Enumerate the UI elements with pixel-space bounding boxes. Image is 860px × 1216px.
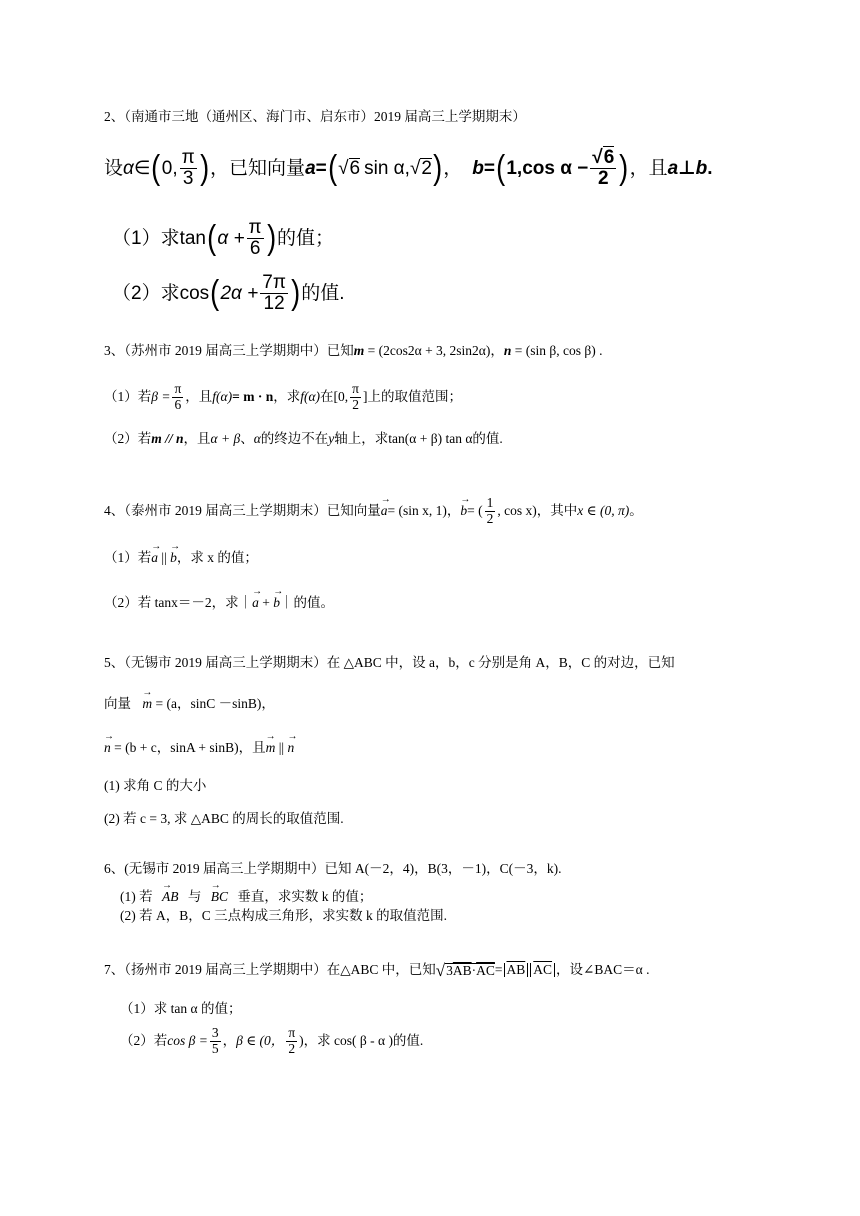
- math-expr: = (sin x, 1): [387, 503, 447, 519]
- problem-5-question-1: (1) 求角 C 的大小: [104, 778, 207, 793]
- text-seg: 。: [629, 503, 643, 519]
- vector-n: n: [503, 343, 512, 358]
- math-expr: 2α +: [220, 282, 259, 304]
- vector-a: a: [667, 157, 679, 179]
- vector-ab: $\overline{AB}$: [452, 962, 472, 978]
- problem-2-setup: 设 α ∈ ( 0 , $\frac{\pi}{3}$ ) ，已知向量 a = ( √ 6 sin α , √ 2 ) ， b = ( 1 , cos α − $\frac{√6}{2}$ ) ，且 a ⊥ b .: [104, 146, 713, 189]
- denominator: 2: [486, 510, 494, 526]
- denominator: 6: [174, 396, 182, 412]
- text-seg: 与: [187, 889, 202, 904]
- fraction-pi-6: [247, 218, 264, 259]
- math-in: ∈: [133, 157, 151, 179]
- problem-4-question-1: [104, 551, 258, 565]
- paren-right: ): [266, 219, 276, 257]
- problem-6-question-1: [120, 890, 372, 904]
- abs-ab: [504, 963, 529, 977]
- text-seg: 3、（苏州市 2019 届高三上学期期中）已知: [104, 343, 354, 358]
- numerator: π: [174, 381, 182, 397]
- problem-4-header: [104, 494, 643, 528]
- numerator: π: [288, 1025, 296, 1041]
- math-expr: [0,: [333, 389, 349, 405]
- math-expr: = (a，sinC －sinB)，: [152, 696, 275, 711]
- math-expr: β =: [151, 389, 171, 405]
- problem-2-question-2: [112, 272, 345, 314]
- text-seg: ，且: [185, 389, 213, 405]
- text-seg: （2）若: [104, 431, 152, 446]
- text-seg: 7、（扬州市 2019 届高三上学期期中）在△ABC 中，已知: [104, 962, 436, 978]
- text-seg: 4、（泰州市 2019 届高三上学期期末）已知向量: [104, 503, 381, 519]
- text-seg: 的值.: [301, 282, 345, 304]
- math-expr: β ∈ (0，: [236, 1033, 285, 1049]
- math-expr: tan(α + β) tan α: [388, 431, 473, 446]
- paren-right: ): [199, 149, 209, 187]
- text-seg: ，: [490, 343, 504, 358]
- math-zero: 0: [161, 157, 173, 179]
- vector-ab: → AB: [162, 890, 179, 904]
- denominator: 2: [598, 167, 609, 189]
- text-seg: （1）若: [104, 550, 152, 565]
- math-cos-alpha: cos α −: [522, 157, 589, 179]
- math-cos: cos: [179, 282, 210, 304]
- text-seg: ，求 x 的值；: [176, 550, 258, 565]
- vector-bc: → BC: [211, 890, 228, 904]
- math-one: 1: [506, 157, 517, 179]
- problem-5-vector-m: [104, 697, 275, 711]
- abs-ac: [530, 963, 555, 977]
- vector-b: b: [695, 157, 708, 179]
- text-seg: 设: [104, 157, 124, 179]
- problem-7-header: 7、（扬州市 2019 届高三上学期期中）在△ABC 中，已知 √ $3\overline{AB}\cdot\overline{AC}$ = $\overline{AB}$ $\overline{AC}$ ，设∠BAC＝α .: [104, 960, 650, 980]
- denominator: 12: [263, 292, 285, 314]
- vector-m: → m: [142, 697, 152, 711]
- math-expr: = m · n: [232, 389, 274, 405]
- math-three: 3: [446, 962, 453, 978]
- problem-6-question-2: (2) 若 A，B，C 三点构成三角形，求实数 k 的取值范围.: [120, 908, 447, 923]
- fraction-pi-6: [172, 382, 183, 411]
- paren-right: ): [291, 274, 301, 312]
- math-expr: , cos x): [497, 503, 537, 519]
- text-seg: ，且: [183, 431, 211, 446]
- vector-ac: $\overline{AC}$: [476, 962, 495, 978]
- text-seg: （1）若: [104, 389, 152, 405]
- vector-b: → b: [170, 551, 177, 565]
- paren-right: ): [433, 149, 443, 187]
- math-f: f(α): [212, 389, 233, 405]
- vector-n: → n: [104, 741, 111, 755]
- math-parallel: ||: [275, 740, 288, 755]
- numerator: 1: [486, 495, 494, 511]
- text-seg: 、: [240, 431, 254, 446]
- paren-left: (: [207, 219, 217, 257]
- problem-4-question-2: [104, 596, 334, 610]
- math-expr: ]: [362, 389, 368, 405]
- fraction-sqrt6-2: [590, 148, 616, 189]
- sqrt-2: 2: [421, 158, 432, 179]
- sqrt-expr: [445, 963, 495, 978]
- math-eq: =: [315, 157, 327, 179]
- math-expr: = (2cos2α + 3, 2sin2α): [364, 343, 491, 358]
- paren-left: (: [151, 149, 161, 187]
- text-seg: ，其中: [536, 503, 578, 519]
- paren-left: (: [210, 274, 220, 312]
- text-seg: 的终边不在: [260, 431, 329, 446]
- problem-6-header: 6、(无锡市 2019 届高三上学期期中）已知 A(－2，4)，B(3，－1)，C(－3，k).: [104, 861, 562, 876]
- vector-a: → a: [252, 596, 259, 610]
- text-seg: （1）求: [112, 227, 180, 249]
- text-seg: （2）若 tanx＝－2，求｜: [104, 595, 253, 610]
- numerator: 7π: [262, 271, 286, 293]
- math-expr: = (: [467, 503, 483, 519]
- math-y: y: [328, 431, 335, 446]
- vector-ab: $\overline{AB}$: [506, 962, 526, 978]
- numerator: π: [352, 381, 359, 397]
- math-expr: α + β: [210, 431, 241, 446]
- math-alpha: α: [123, 157, 134, 179]
- math-perp: ⊥: [678, 157, 696, 179]
- problem-2-header: 2、（南通市三地（通州区、海门市、启东市）2019 届高三上学期期末）: [104, 109, 526, 124]
- problem-3-question-2: [104, 432, 503, 446]
- math-alpha: α: [253, 431, 261, 446]
- denominator: 2: [288, 1040, 296, 1056]
- text-seg: ，且: [629, 157, 668, 179]
- text-seg: 的值.: [472, 431, 503, 446]
- math-tan: tan: [179, 227, 206, 249]
- vector-m: → m: [266, 741, 276, 755]
- fraction-1-2: [485, 496, 496, 525]
- math-expr: = (b + c，sinA + sinB)，且: [110, 740, 266, 755]
- math-eq: =: [483, 157, 496, 179]
- vector-n: → n: [288, 741, 295, 755]
- problem-5-question-2: (2) 若 c = 3, 求 △ABC 的周长的取值范围.: [104, 811, 344, 826]
- problem-5-header: 5、（无锡市 2019 届高三上学期期末）在 △ABC 中，设 a，b，c 分别是角 A，B，C 的对边，已知: [104, 655, 675, 670]
- vector-b: → b: [460, 504, 467, 518]
- text-seg: 上的取值范围；: [367, 389, 462, 405]
- math-dot: ·: [471, 962, 477, 978]
- text-seg: ，: [446, 503, 461, 519]
- problem-3-header: [104, 344, 603, 358]
- numerator: π: [181, 146, 195, 168]
- text-seg: ｜的值。: [280, 595, 334, 610]
- vector-ac: $\overline{AC}$: [533, 962, 553, 978]
- math-sin-alpha: sin α: [364, 157, 405, 179]
- text-seg: ，: [443, 157, 463, 179]
- text-seg: (1) 若: [120, 889, 153, 904]
- math-plus: +: [258, 595, 274, 610]
- vector-b: → b: [273, 596, 280, 610]
- problem-3-question-1: [104, 380, 462, 414]
- paren-right: ): [619, 149, 629, 187]
- denominator: 5: [211, 1040, 219, 1056]
- text-seg: ，已知向量: [210, 157, 306, 179]
- text-seg: .: [707, 157, 713, 179]
- problem-5-vector-n: [104, 741, 294, 755]
- vector-a: → a: [381, 504, 388, 518]
- math-expr: x ∈ (0, π): [577, 503, 630, 519]
- paren-left: (: [327, 149, 337, 187]
- vector-b: b: [472, 157, 484, 179]
- text-seg: 在: [320, 389, 334, 405]
- text-seg: 轴上，求: [334, 431, 389, 446]
- fraction-pi-2: [286, 1026, 297, 1055]
- math-parallel: ||: [158, 550, 171, 565]
- text-seg: （2）若: [120, 1033, 168, 1049]
- vector-a: → a: [151, 551, 158, 565]
- fraction-pi-3: [180, 148, 197, 189]
- math-expr: cos β =: [167, 1033, 208, 1049]
- fraction-3-5: [210, 1026, 221, 1055]
- numerator: π: [248, 216, 262, 238]
- numerator: 3: [211, 1025, 219, 1041]
- text-seg: （2）求: [112, 282, 180, 304]
- text-seg: )，求 cos( β - α )的值.: [299, 1033, 424, 1049]
- text-seg: ，求: [273, 389, 301, 405]
- vector-a: a: [305, 157, 316, 179]
- text-seg: ，: [222, 1033, 237, 1049]
- vector-m: m: [353, 343, 365, 358]
- paren-left: (: [496, 149, 506, 187]
- math-expr: m // n: [151, 431, 184, 446]
- math-expr: = (sin β, cos β) .: [511, 343, 603, 358]
- denominator: 3: [182, 167, 194, 189]
- text-seg: 的值；: [276, 227, 334, 249]
- text-seg: ，设∠BAC＝α .: [556, 962, 650, 978]
- problem-7-question-2: [120, 1022, 423, 1060]
- text-seg: 垂直，求实数 k 的值；: [237, 889, 373, 904]
- problem-7-question-1: （1）求 tan α 的值；: [120, 1001, 242, 1016]
- fraction-pi-2: [350, 382, 361, 411]
- sqrt-6: 6: [349, 158, 361, 179]
- fraction-7pi-12: [260, 273, 288, 314]
- text-seg: 向量: [104, 696, 131, 711]
- denominator: 2: [352, 396, 359, 412]
- numerator: √6: [592, 146, 615, 168]
- math-f: f(α): [300, 389, 321, 405]
- math-eq: =: [494, 962, 503, 978]
- problem-2-question-1: [112, 218, 334, 258]
- math-expr: α +: [217, 227, 245, 249]
- denominator: 6: [249, 237, 261, 259]
